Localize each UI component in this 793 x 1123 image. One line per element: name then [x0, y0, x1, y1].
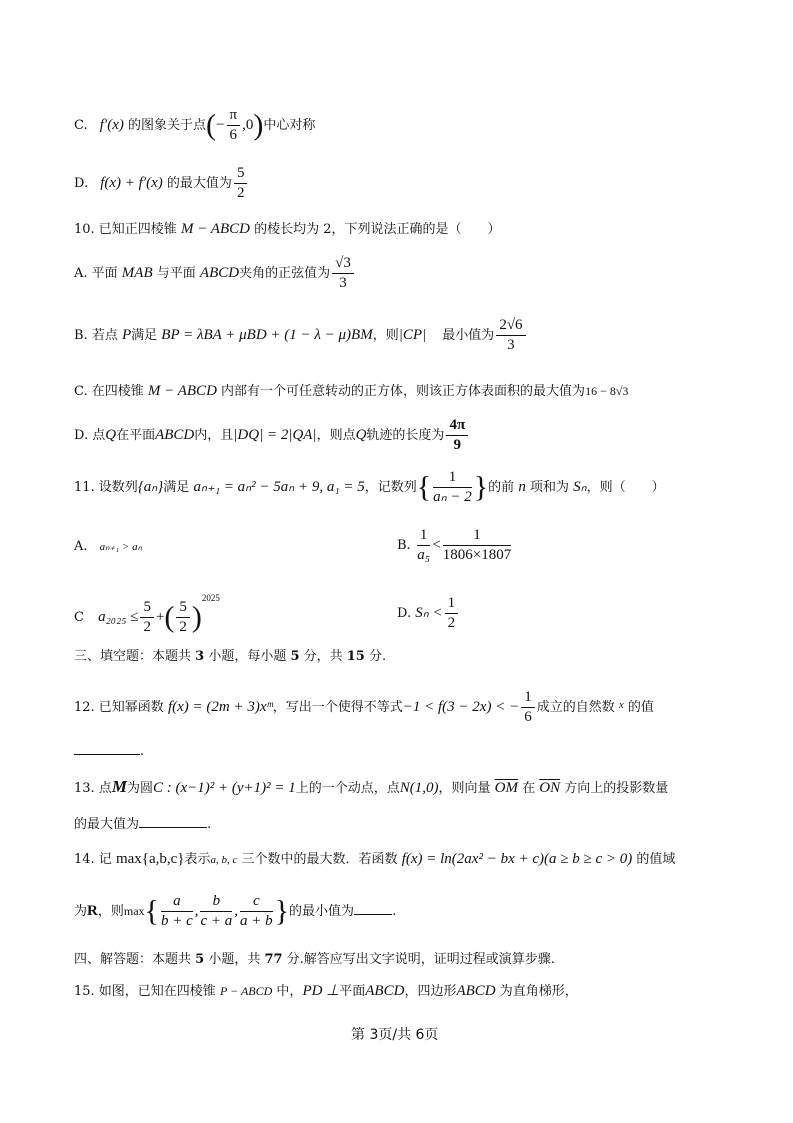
q10-option-a: A. 平面 MAB 与平面 ABCD夹角的正弦值为 $\frac{√3}{3}$: [74, 256, 356, 291]
q12-stem: 12. 已知幂函数 f(x) = (2m + 3)xᵐ，写出一个使得不等式−1 < f(3 − 2x) < − $\frac{1}{6}$ 成立的自然数 $^x$ 的值: [74, 689, 654, 725]
fraction: $\frac{1}{2}$: [445, 596, 459, 631]
fraction: $\frac{4\pi}{9}$: [446, 418, 468, 453]
fraction: $\frac{c}{a + b}$: [240, 893, 273, 929]
fraction: $\frac{5}{2}$: [176, 600, 190, 635]
q15-stem: 15. 如图，已知在四棱锥 P − ABCD 中，PD ⊥平面ABCD，四边形ABCD 为直角梯形，: [74, 983, 578, 999]
q13-line2: 的最大值为 .: [74, 817, 212, 832]
q14-stem: 14. 记 max{a,b,c}表示a, b, c 三个数中的最大数．若函数 f(x) = ln(2ax² − bx + c)(a ≥ b ≥ c > 0) 的值域: [74, 851, 676, 867]
vector-expr: BP = λBA + μBD + (1 − λ − μ)BM: [161, 327, 373, 343]
q10-option-c: C. 在四棱锥 M − ABCD 内部有一个可任意转动的正方体，则该正方体表面积的最大值为16 − 8√3: [74, 383, 629, 399]
q11-option-b: B. $\frac{1}{\text{a₅}}$ < $\frac{1}{1806\times 1807}$: [397, 527, 512, 563]
q11-stem: 11. 设数列{aₙ}满足 aₙ₊₁ = aₙ² − 5aₙ + 9, a₁ = 5，记数列{ $\frac{1}{\text{aₙ − 2}}$ }的前 n 项和为 Sₙ，则（ ）: [74, 469, 665, 505]
fraction: $\frac{5}{2}$: [234, 166, 248, 201]
fraction: $\frac{1}{\text{aₙ − 2}}$: [433, 469, 472, 505]
q14-answer-blank[interactable]: [354, 914, 392, 915]
q10-option-b: B. 若点 P满足 BP = λBA + μBD + (1 − λ − μ)BM，则|CP| 最小值为 $\frac{2√6}{3}$: [74, 318, 528, 353]
fraction: $\frac{2√6}{3}$: [496, 318, 525, 353]
fraction: $\frac{1}{\text{a₅}}$: [417, 527, 430, 563]
section-4-title: 四、解答题：本题共 5 小题，共 77 分.解答应写出文字说明，证明过程或演算步骤.: [74, 952, 555, 967]
q9-option-d: D. f(x) + f′(x) 的最大值为 $\frac{5}{2}$: [74, 166, 249, 201]
fraction: $\frac{b}{c + a}$: [200, 893, 233, 929]
section-3-title: 三、填空题：本题共 3 小题，每小题 5 分，共 15 分.: [74, 649, 387, 664]
q13-answer-blank[interactable]: [139, 827, 207, 828]
q10-option-d: D. 点Q在平面ABCD内，且|DQ| = 2|QA|，则点Q轨迹的长度为 $\frac{4\pi}{9}$: [74, 418, 470, 453]
q11-option-c: C a₂₀₂₅ ≤ $\frac{5}{2}$ +( $\frac{5}{2}$ )$^{2025}$: [74, 593, 220, 635]
derivative-expr: f′(x): [99, 117, 124, 133]
fraction: $\frac{√3}{3}$: [332, 256, 354, 291]
q9-option-c: C. f′(x) 的图象关于点(− $\frac{\pi}{6}$ ,0)中心对称: [74, 107, 316, 143]
q13-stem: 13. 点M为圆C : (x−1)² + (y+1)² = 1上的一个动点，点N(1,0)，则向量 $\overline{OM}$ 在 $\overline{ON}$ 方向上的投影数量: [74, 777, 669, 796]
fraction: $\frac{1}{1806\times 1807}$: [442, 527, 512, 563]
fraction: $\frac{1}{6}$: [521, 690, 535, 725]
page-footer: 第 3页/共 6页: [351, 1027, 439, 1043]
fraction: $\frac{5}{2}$: [140, 600, 154, 635]
q14-line2: 为R，则max{ $\frac{a}{b + c}$ , $\frac{b}{c + a}$ , $\frac{c}{a + b}$ }的最小值为 .: [74, 893, 397, 929]
q10-stem: 10. 已知正四棱锥 M − ABCD 的棱长均为 2，下列说法正确的是（ ）: [74, 221, 501, 237]
q12-answer-blank[interactable]: .: [74, 745, 144, 758]
fraction: $\frac{a}{b + c}$: [160, 893, 193, 929]
q11-option-a: A. aₙ₊₁ > aₙ: [74, 539, 142, 554]
q11-option-d: D. Sₙ < $\frac{1}{2}$: [397, 596, 460, 631]
fraction: $\frac{\pi}{6}$: [227, 108, 241, 143]
